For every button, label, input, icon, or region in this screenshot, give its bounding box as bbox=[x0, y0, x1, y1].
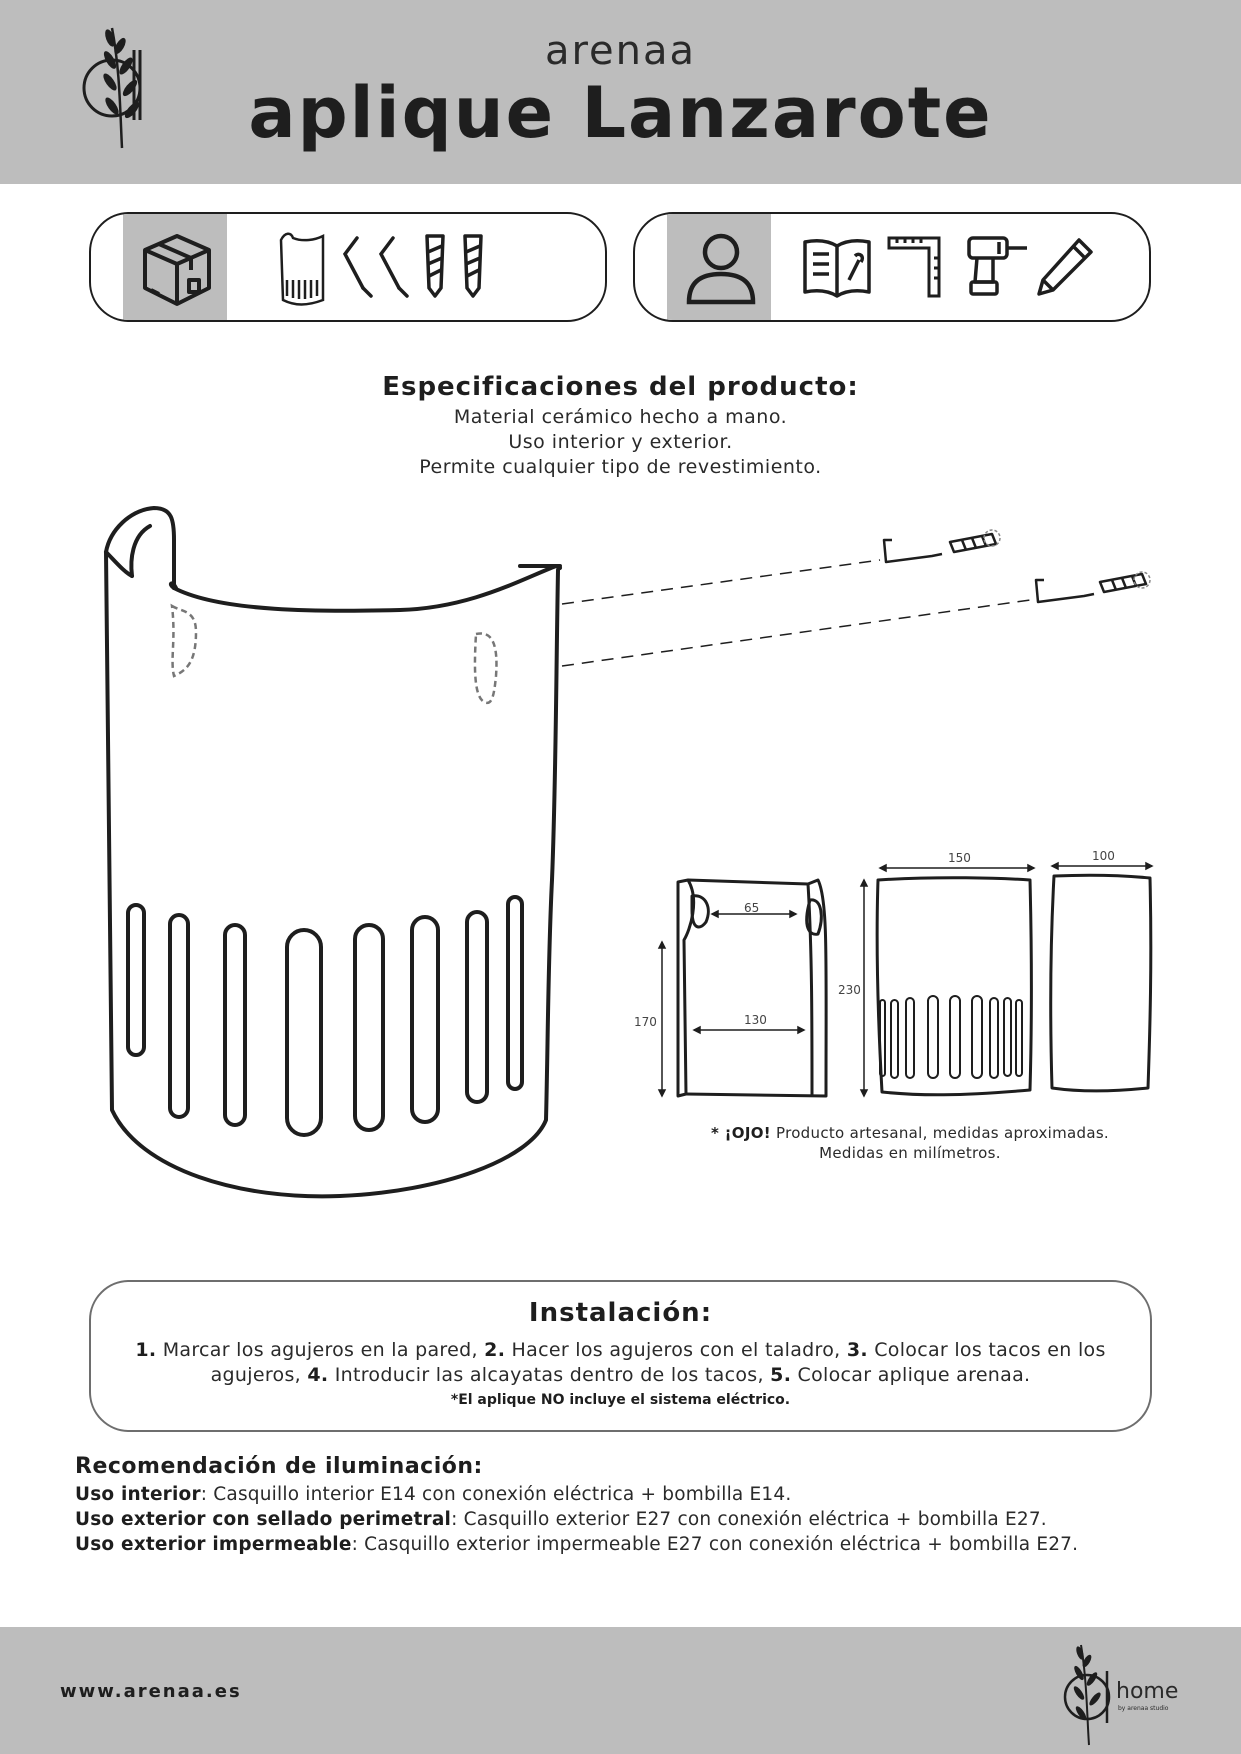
lamp-illustration bbox=[106, 508, 560, 1196]
recommendation-text: : Casquillo interior E14 con conexión eléctrica + bombilla E14. bbox=[200, 1484, 792, 1505]
front-view-drawing bbox=[877, 878, 1031, 1095]
installation-title: Instalación: bbox=[528, 1298, 713, 1328]
hook-screw-icon bbox=[377, 234, 413, 298]
drill-icon bbox=[965, 234, 1031, 298]
recommendation-item bbox=[75, 1509, 1047, 1530]
wall-plug-icon bbox=[417, 232, 453, 298]
dimension-front-width: 150 bbox=[948, 851, 971, 865]
spec-line: Permite cualquier tipo de revestimiento. bbox=[419, 456, 822, 478]
step-number: 4. bbox=[307, 1364, 329, 1386]
depth-dimension-line bbox=[1052, 863, 1152, 869]
dimension-side-height: 170 bbox=[634, 1015, 657, 1029]
header bbox=[0, 0, 1241, 184]
artisan-note bbox=[640, 1124, 1180, 1142]
product-title: aplique Lanzarote bbox=[248, 72, 993, 154]
hook-screw-icon bbox=[1036, 572, 1150, 602]
dimension-inner-top: 65 bbox=[744, 901, 760, 915]
website-link[interactable]: www.arenaa.es bbox=[60, 1681, 242, 1702]
product-diagram bbox=[0, 480, 1241, 1200]
manual-icon bbox=[801, 236, 873, 298]
keyhole-slots bbox=[172, 606, 496, 703]
step-number: 3. bbox=[846, 1339, 868, 1361]
footer-logo-by-text: by arenaa studio bbox=[1118, 1705, 1169, 1712]
step-number: 5. bbox=[770, 1364, 792, 1386]
recommendation-text: : Casquillo exterior E27 con conexión eléctrica + bombilla E27. bbox=[451, 1509, 1047, 1530]
recommendation-item bbox=[75, 1484, 791, 1505]
step-number: 1. bbox=[135, 1339, 157, 1361]
depth-view-drawing bbox=[1051, 875, 1151, 1091]
front-view-dimension-lines bbox=[861, 865, 1034, 1096]
footer bbox=[0, 1627, 1241, 1754]
kit-contents-panel bbox=[89, 212, 607, 322]
spec-line: Material cerámico hecho a mano. bbox=[453, 406, 788, 428]
installation-box bbox=[89, 1280, 1152, 1432]
hook-screw-icon bbox=[884, 530, 1000, 562]
footer-logo-home-text: home bbox=[1116, 1679, 1179, 1704]
box-icon bbox=[139, 228, 215, 308]
installation-steps bbox=[111, 1338, 1130, 1388]
step-text: Introducir las alcayatas dentro de los tacos, bbox=[328, 1364, 771, 1386]
step-text: Marcar los agujeros en la pared, bbox=[156, 1339, 485, 1361]
pencil-icon bbox=[1035, 236, 1095, 296]
step-text: Hacer los agujeros con el taladro, bbox=[505, 1339, 847, 1361]
lamp-shade-icon bbox=[277, 230, 327, 306]
dimension-front-height: 230 bbox=[838, 983, 861, 997]
note-units: Medidas en milímetros. bbox=[819, 1144, 1001, 1162]
recommendation-text: : Casquillo exterior impermeable E27 con conexión eléctrica + bombilla E27. bbox=[351, 1534, 1079, 1555]
dimension-inner-bottom: 130 bbox=[744, 1013, 767, 1027]
recommendation-label: Uso exterior impermeable bbox=[75, 1534, 352, 1555]
guide-lines bbox=[562, 560, 1030, 666]
recommendation-label: Uso interior bbox=[75, 1484, 201, 1505]
side-view-dimension-lines bbox=[659, 911, 804, 1096]
recommendation-label: Uso exterior con sellado perimetral bbox=[75, 1509, 452, 1530]
tools-required-panel bbox=[633, 212, 1151, 322]
recommendation-item bbox=[75, 1534, 1078, 1555]
step-text: Colocar los tacos en los agujeros, bbox=[210, 1339, 1106, 1386]
note-text: Producto artesanal, medidas aproximadas. bbox=[770, 1124, 1110, 1142]
person-icon bbox=[683, 230, 759, 306]
brand-name: arenaa bbox=[544, 28, 697, 74]
step-text: Colocar aplique arenaa. bbox=[791, 1364, 1031, 1386]
square-ruler-icon bbox=[887, 234, 943, 298]
wall-plug-icon bbox=[455, 232, 491, 298]
lighting-recommendation-title: Recomendación de iluminación: bbox=[75, 1454, 483, 1479]
spec-line: Uso interior y exterior. bbox=[508, 431, 733, 453]
note-warning: * ¡OJO! bbox=[710, 1124, 771, 1142]
electrical-note: *El aplique NO incluye el sistema eléctrico. bbox=[450, 1392, 791, 1408]
hook-screw-icon bbox=[341, 234, 377, 298]
dimension-depth: 100 bbox=[1092, 849, 1115, 863]
step-number: 2. bbox=[484, 1339, 506, 1361]
specs-title: Especificaciones del producto: bbox=[382, 372, 859, 402]
